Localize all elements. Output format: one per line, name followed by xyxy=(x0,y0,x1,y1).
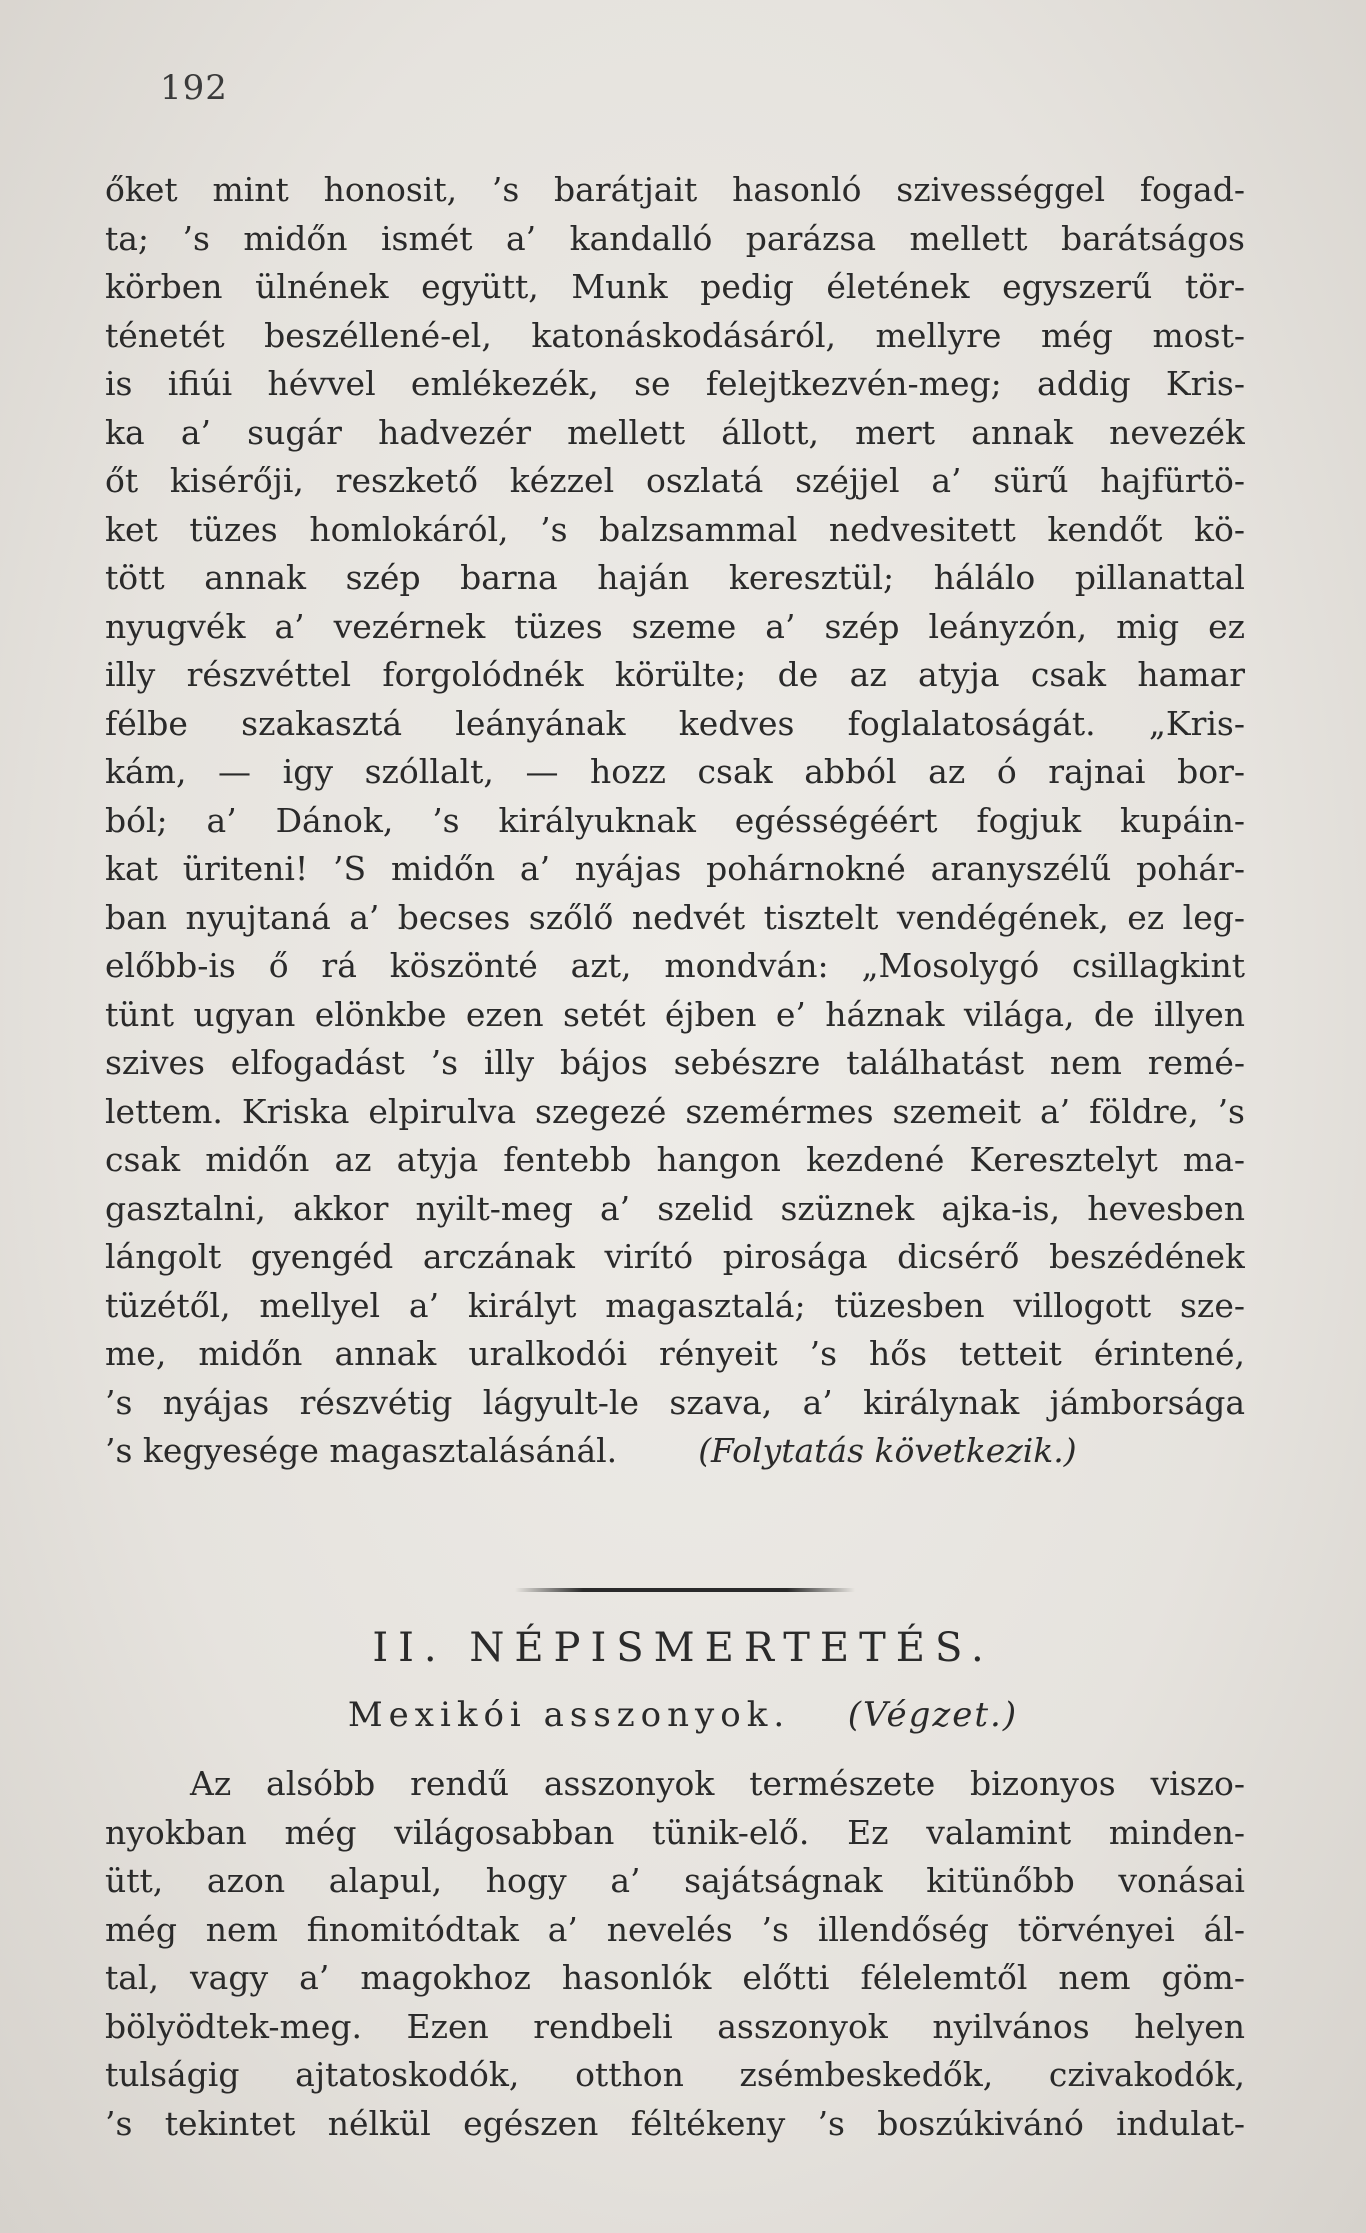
text-line: bölyödtek-meg. Ezen rendbeli asszonyok nyilvános helyen xyxy=(105,2006,1245,2046)
text-line: ból; a’ Dánok, ’s királyuknak egésségéért fogjuk kupáin- xyxy=(105,800,1245,840)
text-line: őt kisérőji, reszkető kézzel oszlatá széjjel a’ sürű hajfürtö- xyxy=(105,461,1245,500)
text-line: ban nyujtaná a’ becses szőlő nedvét tisztelt vendégének, ez leg- xyxy=(105,897,1245,937)
text-line: tal, vagy a’ magokhoz hasonlók előtti félelemtől nem göm- xyxy=(105,1958,1245,1997)
closing-line xyxy=(105,1427,1245,1476)
text-line: körben ülnének együtt, Munk pedig életének egyszerű tör- xyxy=(105,267,1245,306)
text-line: ’s nyájas részvétig lágyult-le szava, a’ királynak jámborsága xyxy=(105,1382,1245,1422)
text-line: kat üriteni! ’S midőn a’ nyájas pohárnokné aranyszélű pohár- xyxy=(105,849,1245,888)
text-line: is ifiúi hévvel emlékezék, se felejtkezvén-meg; addig Kris- xyxy=(105,364,1245,403)
text-line: ütt, azon alapul, hogy a’ sajátságnak kitünőbb vonásai xyxy=(105,1861,1245,1900)
text-line: ket tüzes homlokáról, ’s balzsammal nedvesitett kendőt kö- xyxy=(105,509,1245,549)
text-line: me, midőn annak uralkodói rényeit ’s hős tetteit érintené, xyxy=(105,1334,1245,1373)
text-line: Az alsóbb rendű asszonyok természete bizonyos viszo- xyxy=(190,1764,1245,1803)
text-line: nyugvék a’ vezérnek tüzes szeme a’ szép leányzón, mig ez xyxy=(105,606,1245,646)
text-line: szives elfogadást ’s illy bájos sebészre találhatást nem remé- xyxy=(105,1043,1245,1082)
text-line: tünt ugyan elönkbe ezen setét éjben e’ háznak világa, de illyen xyxy=(105,994,1245,1034)
text-line: ta; ’s midőn ismét a’ kandalló parázsa mellett barátságos xyxy=(105,218,1245,258)
text-line: még nem finomitódtak a’ nevelés ’s illendőség törvényei ál- xyxy=(105,1909,1245,1949)
text-line: ’s tekintet nélkül egészen féltékeny ’s boszúkivánó indulat- xyxy=(105,2103,1245,2143)
text-line: illy részvéttel forgolódnék körülte; de az atyja csak hamar xyxy=(105,655,1245,694)
section-subheading xyxy=(0,1690,1366,1740)
section-subheading-text: Mexikói asszonyok. xyxy=(347,1695,791,1735)
text-line: ka a’ sugár hadvezér mellett állott, mert annak nevezék xyxy=(105,412,1245,452)
section-subheading-note: (Végzet.) xyxy=(847,1695,1019,1735)
page-number: 192 xyxy=(160,68,228,108)
text-line: ténetét beszéllené-el, katonáskodásáról, mellyre még most- xyxy=(105,315,1245,355)
closing-line-text: ’s kegyesége magasztalásánál. xyxy=(105,1431,618,1470)
section-divider xyxy=(515,1588,855,1592)
text-line: félbe szakasztá leányának kedves foglalatoságát. „Kris- xyxy=(105,703,1245,743)
text-line: tulságig ajtatoskodók, otthon zsémbeskedők, czivakodók, xyxy=(105,2055,1245,2094)
section-text-block xyxy=(105,1760,1245,2148)
text-line: kám, — igy szóllalt, — hozz csak abból az ó rajnai bor- xyxy=(105,752,1245,791)
text-line: csak midőn az atyja fentebb hangon kezdené Keresztelyt ma- xyxy=(105,1140,1245,1179)
continuation-note: (Folytatás következik.) xyxy=(698,1431,1077,1470)
text-line: előbb-is ő rá köszönté azt, mondván: „Mosolygó csillagkint xyxy=(105,946,1245,985)
text-line: gasztalni, akkor nyilt-meg a’ szelid szüznek ajka-is, hevesben xyxy=(105,1188,1245,1228)
main-text-block xyxy=(105,166,1245,1476)
text-line: őket mint honosit, ’s barátjait hasonló szivességgel fogad- xyxy=(105,170,1245,209)
text-line: nyokban még világosabban tünik-elő. Ez valamint minden- xyxy=(105,1812,1245,1852)
text-line: tüzétől, mellyel a’ királyt magasztalá; tüzesben villogott sze- xyxy=(105,1285,1245,1325)
text-line: lettem. Kriska elpirulva szegezé szemérmes szemeit a’ földre, ’s xyxy=(105,1091,1245,1131)
text-line: lángolt gyengéd arczának virító pirosága dicsérő beszédének xyxy=(105,1237,1245,1276)
text-line: tött annak szép barna haján keresztül; hálálo pillanattal xyxy=(105,558,1245,597)
section-heading: II. NÉPISMERTETÉS. xyxy=(372,1625,994,1671)
